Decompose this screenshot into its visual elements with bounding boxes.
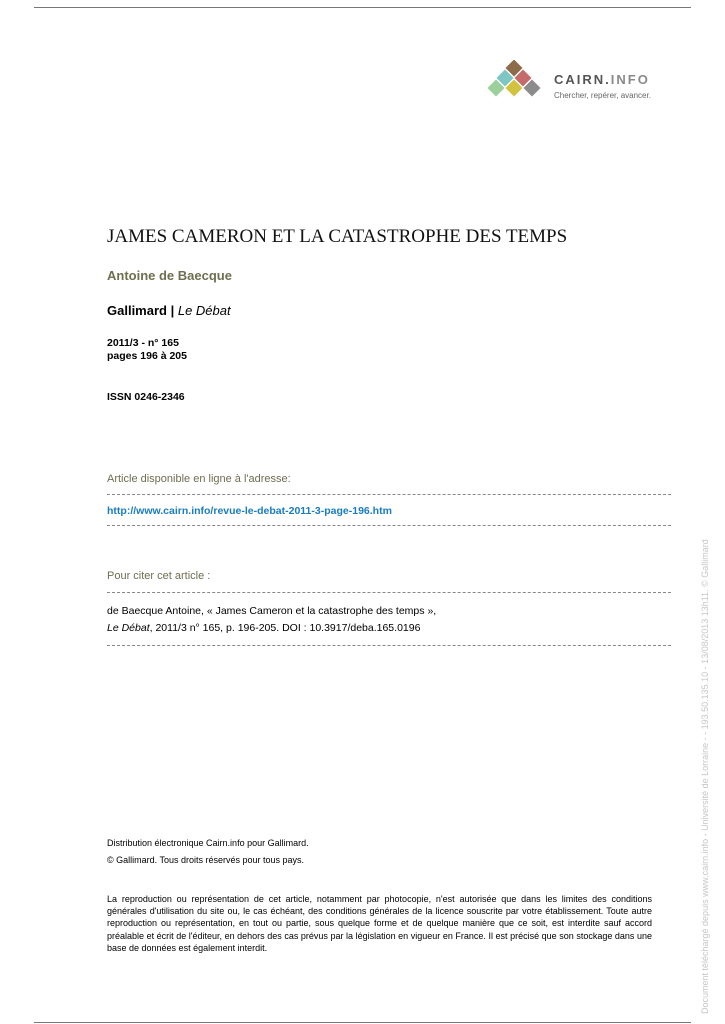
download-watermark: Document téléchargé depuis www.cairn.info - Université de Lorraine - - 193.50.135.10 - 13/08/2013 13h11. © Gallimard bbox=[700, 539, 710, 1014]
citation-journal: Le Débat bbox=[107, 622, 150, 634]
logo-tagline: Chercher, repérer, avancer. bbox=[554, 91, 651, 100]
citation-line-2 bbox=[107, 622, 420, 634]
article-available-label: Article disponible en ligne à l'adresse: bbox=[107, 473, 291, 485]
distribution-note: Distribution électronique Cairn.info pour Gallimard. bbox=[107, 838, 309, 848]
copyright-note: © Gallimard. Tous droits réservés pour tous pays. bbox=[107, 855, 305, 865]
issn: ISSN 0246-2346 bbox=[107, 391, 185, 403]
top-rule bbox=[34, 7, 691, 8]
citation-details: , 2011/3 n° 165, p. 196-205. DOI : 10.3917/deba.165.0196 bbox=[149, 622, 421, 634]
page-range: pages 196 à 205 bbox=[107, 350, 187, 362]
article-author: Antoine de Baecque bbox=[107, 268, 232, 283]
publisher-name: Gallimard | bbox=[107, 303, 175, 318]
logo-wordmark: CAIRN.INFO bbox=[554, 72, 650, 87]
dashed-separator bbox=[107, 525, 671, 526]
cairn-diamonds-icon bbox=[484, 60, 550, 104]
bottom-rule bbox=[34, 1022, 691, 1023]
citation-line-1: de Baecque Antoine, « James Cameron et la catastrophe des temps », bbox=[107, 605, 437, 617]
publisher-line bbox=[107, 303, 231, 318]
article-title: JAMES CAMERON ET LA CATASTROPHE DES TEMPS bbox=[107, 226, 568, 247]
cairn-logo[interactable] bbox=[484, 60, 674, 104]
article-url-link[interactable]: http://www.cairn.info/revue-le-debat-2011-3-page-196.htm bbox=[107, 505, 392, 517]
legal-notice: La reproduction ou représentation de cet article, notamment par photocopie, n'est autorisée que dans les limites des conditions générales d'utilisation du site ou, le cas échéant, des conditions générales de la licence souscrite par votre établissement. Toute autre reproduction ou représentation, en tout ou partie, sous quelque forme et de quelque manière que ce soit, est interdite sauf accord préalable et écrit de l'éditeur, en dehors des cas prévus par la législation en vigueur en France. Il est précisé que son stockage dans une base de données est également interdit. bbox=[107, 894, 652, 953]
dashed-separator bbox=[107, 494, 671, 495]
issue-number: 2011/3 - n° 165 bbox=[107, 337, 179, 349]
dashed-separator bbox=[107, 592, 671, 593]
dashed-separator bbox=[107, 645, 671, 646]
cite-label: Pour citer cet article : bbox=[107, 570, 211, 582]
journal-name: Le Débat bbox=[177, 303, 231, 318]
